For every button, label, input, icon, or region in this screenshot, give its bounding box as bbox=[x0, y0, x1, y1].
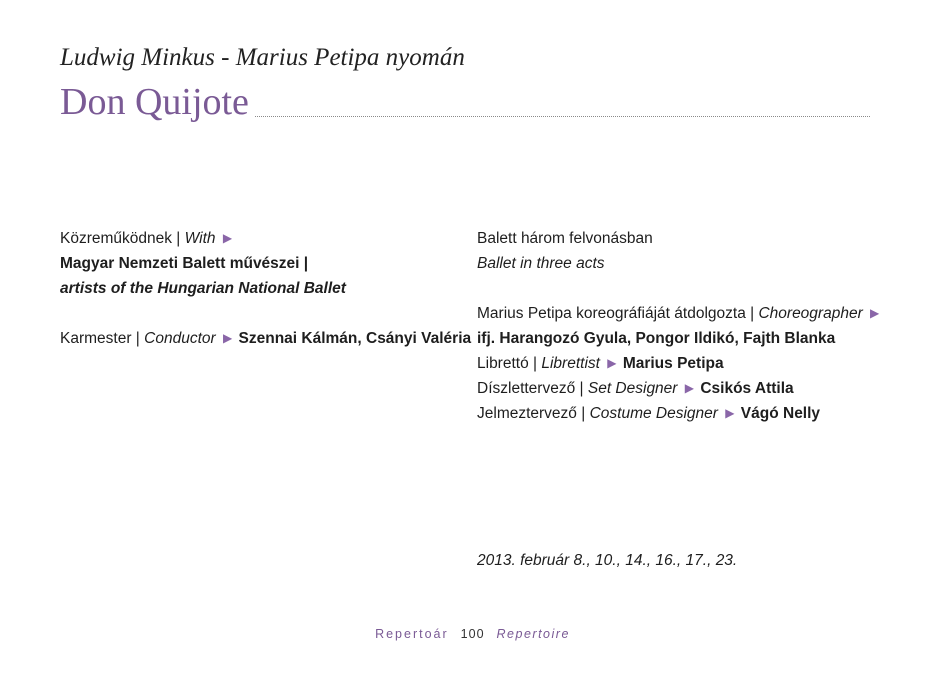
costume-designer-value: Vágó Nelly bbox=[740, 405, 821, 422]
triangle-right-icon: ▶ bbox=[222, 231, 233, 245]
performers: Magyar Nemzeti Balett művészei | bbox=[60, 255, 309, 272]
choreographer-line bbox=[477, 301, 881, 326]
triangle-right-icon: ▶ bbox=[725, 406, 735, 420]
dotted-leader bbox=[255, 115, 870, 117]
librettist-line bbox=[477, 351, 881, 376]
costume-designer-line bbox=[477, 401, 881, 426]
spacer bbox=[477, 276, 881, 301]
triangle-right-icon: ▶ bbox=[870, 306, 880, 320]
title-row bbox=[60, 78, 870, 126]
conductor-label-en: Conductor bbox=[144, 330, 216, 347]
conductor-label: Karmester | bbox=[60, 330, 140, 347]
conductor-line bbox=[60, 326, 471, 351]
with-line bbox=[60, 226, 471, 251]
footer-section-en: Repertoire bbox=[496, 627, 570, 641]
librettist-label: Librettó | bbox=[477, 355, 538, 372]
set-designer-label-en: Set Designer bbox=[587, 380, 678, 397]
performers-en: artists of the Hungarian National Ballet bbox=[60, 280, 346, 297]
set-designer-line bbox=[477, 376, 881, 401]
genre: Balett három felvonásban bbox=[477, 230, 653, 247]
librettist-label-en: Librettist bbox=[541, 355, 600, 372]
triangle-right-icon: ▶ bbox=[607, 356, 617, 370]
page-footer bbox=[0, 627, 945, 641]
credits-right-column bbox=[477, 226, 881, 426]
performance-dates: 2013. február 8., 10., 14., 16., 17., 23. bbox=[477, 552, 738, 569]
spacer bbox=[60, 301, 471, 326]
librettist-value: Marius Petipa bbox=[622, 355, 724, 372]
costume-designer-label-en: Costume Designer bbox=[589, 405, 718, 422]
costume-designer-label: Jelmeztervező | bbox=[477, 405, 586, 422]
choreographer-label: Marius Petipa koreográfiáját átdolgozta | bbox=[477, 305, 755, 322]
triangle-right-icon: ▶ bbox=[684, 381, 695, 395]
genre-en: Ballet in three acts bbox=[477, 255, 605, 272]
footer-section-hu: Repertoár bbox=[375, 627, 449, 641]
credits-left-column bbox=[60, 226, 471, 351]
set-designer-label: Díszlettervező | bbox=[477, 380, 584, 397]
set-designer-value: Csikós Attila bbox=[700, 380, 794, 397]
with-label-en: With bbox=[184, 230, 216, 247]
conductor-value: Szennai Kálmán, Csányi Valéria bbox=[238, 330, 472, 347]
composer-subtitle: Ludwig Minkus - Marius Petipa nyomán bbox=[60, 44, 465, 71]
choreographer-label-en: Choreographer bbox=[758, 305, 863, 322]
triangle-right-icon: ▶ bbox=[222, 331, 233, 345]
with-label: Közreműködnek | bbox=[60, 230, 181, 247]
page-number: 100 bbox=[460, 627, 485, 641]
choreographer-value: ifj. Harangozó Gyula, Pongor Ildikó, Fajth Blanka bbox=[477, 330, 836, 347]
page-title: Don Quijote bbox=[60, 81, 249, 123]
